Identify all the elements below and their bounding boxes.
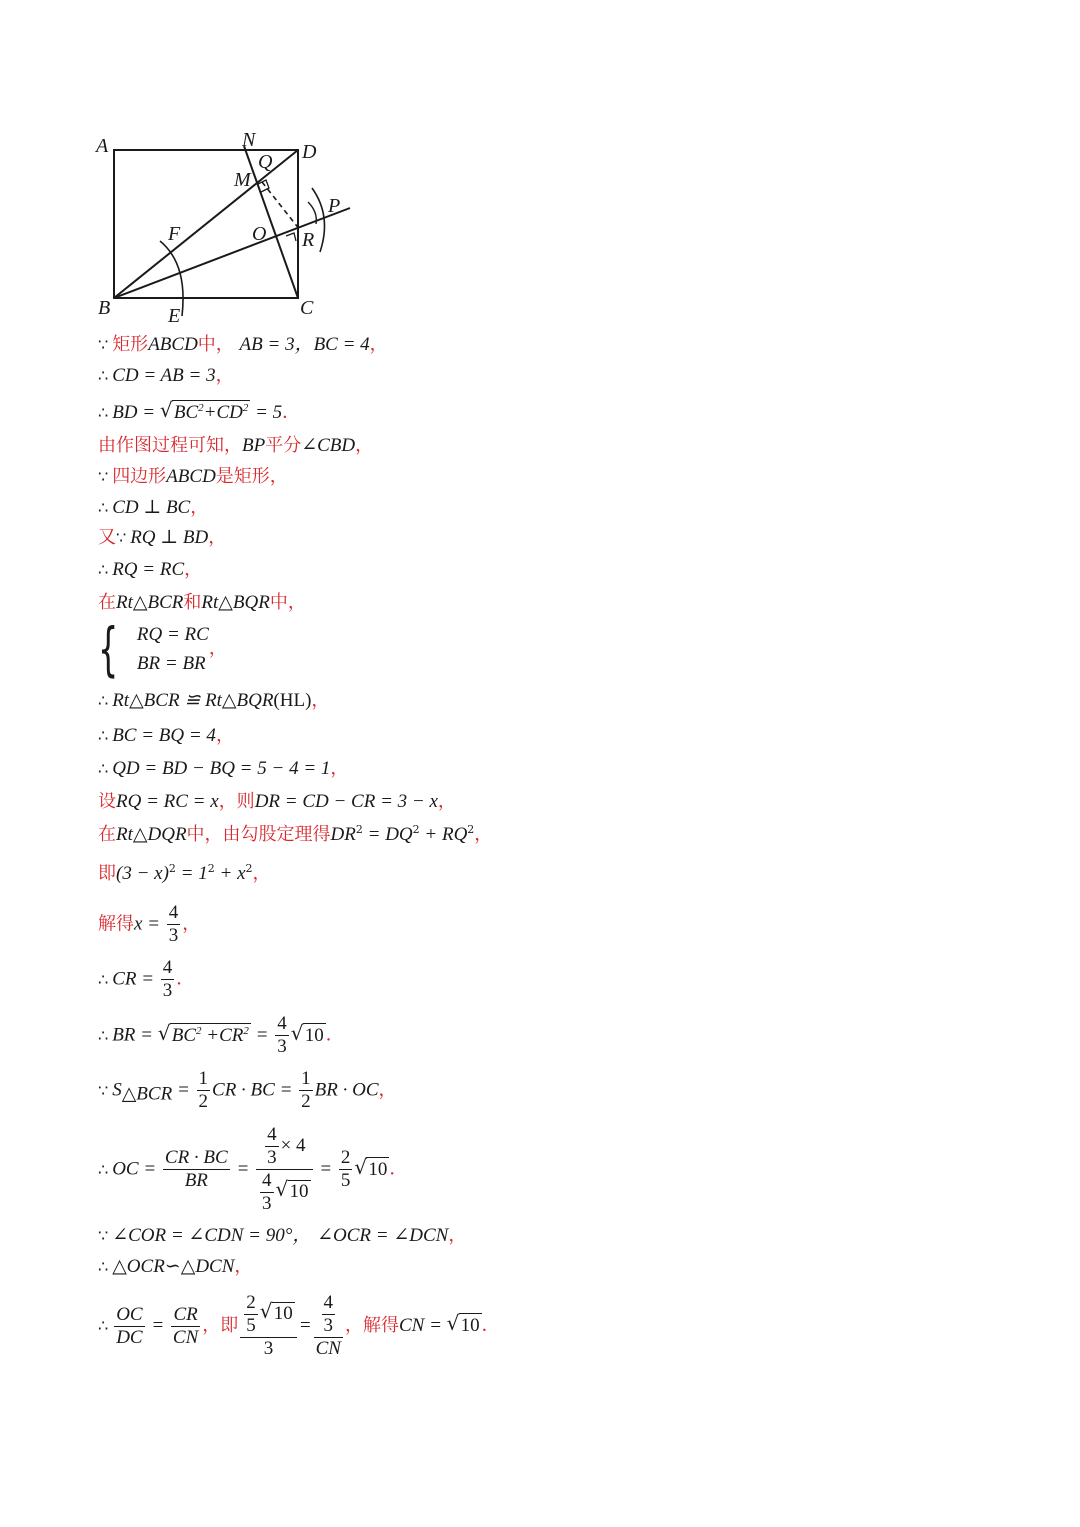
math: OC = [112, 1158, 161, 1180]
math: CD = AB = 3 [112, 365, 216, 386]
text-red: ，则 [218, 791, 255, 812]
therefore-symbol: ∴ [98, 691, 109, 710]
punct: ． [389, 1158, 408, 1180]
math: ABCD [148, 334, 198, 355]
text-red: 又 [98, 527, 116, 548]
line-2 [98, 364, 234, 388]
punct: ， [330, 758, 349, 779]
fraction [260, 1170, 274, 1215]
text-red: 由作图过程可知， [98, 435, 242, 456]
math: = [231, 1158, 255, 1180]
line-13 [98, 757, 348, 781]
ray-bp [114, 208, 350, 298]
text-red: 即 [98, 863, 116, 884]
math: RQ = RC [112, 559, 185, 580]
line-22 [98, 1224, 466, 1248]
math: + x [214, 863, 246, 884]
label-c: C [300, 297, 314, 319]
denominator: 5 [340, 1170, 351, 1191]
punct: ． [282, 402, 301, 423]
complex-fraction [240, 1292, 297, 1360]
punct: ， [369, 334, 388, 355]
line-16: 即$(3 - x)^2 = 1^2 + x^2$， [98, 862, 271, 884]
text-red: ，即 [202, 1315, 239, 1336]
therefore-symbol: ∴ [98, 1257, 109, 1276]
line-8 [98, 558, 202, 582]
math: (HL) [273, 690, 312, 711]
math: +CD [203, 402, 243, 423]
radicand: 10 [460, 1315, 480, 1336]
sqrt-10: √ 10 [259, 1298, 293, 1324]
equation-top: RQ = RC [136, 624, 209, 645]
fraction [161, 957, 175, 1002]
therefore-symbol: ∴ [98, 1025, 109, 1045]
math: = [172, 1079, 195, 1101]
complex-numerator [256, 1124, 313, 1170]
because-symbol: ∵ [98, 467, 109, 486]
therefore-symbol: ∴ [98, 366, 109, 385]
denominator: 3 [267, 1147, 277, 1168]
line-5 [98, 465, 288, 489]
punct: ， [252, 863, 271, 884]
math: BD = [112, 402, 160, 423]
denominator: DC [116, 1326, 143, 1348]
label-b: B [98, 297, 111, 319]
label-f: F [168, 223, 181, 245]
line-1 [98, 333, 388, 357]
punct: ， [234, 1256, 253, 1277]
line-15: 在Rt△DQR中，由勾股定理得$DR^2 = DQ^2 + RQ^2$， [98, 823, 493, 845]
line-17 [98, 902, 200, 947]
fraction [244, 1292, 258, 1337]
line-4 [98, 434, 373, 458]
label-e: E [168, 305, 181, 327]
math: DR [330, 824, 356, 845]
complex-numerator [240, 1292, 297, 1338]
radicand: 10 [368, 1158, 388, 1180]
math: BC = BQ = 4 [112, 725, 216, 746]
denominator: CN [172, 1326, 199, 1348]
punct: ， [182, 913, 201, 935]
punct: ， [448, 1225, 467, 1246]
math: BP [242, 435, 266, 456]
denominator: CN [315, 1338, 341, 1359]
therefore-symbol: ∴ [98, 498, 109, 517]
sqrt-expression: √ $BC^2+CD^2$ [159, 398, 249, 423]
sqrt-10: √ 10 [275, 1176, 309, 1202]
therefore-symbol: ∴ [98, 726, 109, 745]
therefore-symbol: ∴ [98, 1316, 109, 1335]
numerator: 4 [162, 957, 173, 978]
sqrt-10: √ 10 [446, 1311, 480, 1336]
text-red: 解得 [98, 913, 134, 935]
line-12 [98, 724, 234, 748]
text-red: 中，由勾股定理得 [186, 824, 331, 845]
sqrt-expression: √ $BC^2 +CR^2$ [157, 1020, 249, 1046]
math: (3 − x) [116, 863, 169, 884]
punct: ， [474, 824, 493, 845]
math: = 1 [175, 863, 208, 884]
punct: ， [190, 497, 209, 518]
math: ∠CBD [301, 435, 356, 456]
numerator: CR · BC [164, 1147, 228, 1168]
numerator: 4 [262, 1170, 272, 1191]
math: = [146, 1315, 169, 1336]
label-d: D [302, 141, 317, 163]
numerator: 4 [323, 1292, 334, 1313]
denominator: BR [184, 1170, 208, 1191]
math: BR · OC [314, 1079, 379, 1101]
because-symbol: ∵ [98, 335, 109, 354]
line-21 [98, 1124, 407, 1215]
line-24: ∴ $\frac{OC}{DC}$ = $\frac{CR}{CN}$ ，即 $\frac{2}{5}$ √ 10 3 = $\frac{\frac{4}{3}}{CN}$ ，解得CN = √ 10 ． [98, 1292, 500, 1359]
denominator: 3 [168, 925, 179, 946]
numerator: 2 [340, 1147, 351, 1168]
math: + RQ [419, 824, 468, 845]
numerator: 2 [246, 1292, 256, 1313]
numerator: CR [171, 1304, 200, 1327]
fraction [339, 1147, 353, 1192]
fraction [275, 1013, 289, 1058]
fraction [114, 1304, 144, 1349]
math: x = [134, 913, 165, 935]
math: S [112, 1079, 122, 1101]
math: ∠OCR = ∠DCN [317, 1225, 449, 1246]
because-symbol: ∵ [98, 1226, 109, 1245]
punct: ， [208, 638, 227, 659]
punct: ． [325, 1024, 344, 1046]
numerator: 1 [301, 1068, 311, 1089]
punct: ， [311, 690, 330, 711]
text-red: 四边形 [112, 466, 167, 487]
line-3 [98, 400, 300, 425]
because-symbol: ∵ [116, 528, 127, 547]
fraction [197, 1068, 211, 1113]
numerator: 4 [267, 1124, 277, 1145]
text-red: 矩形 [112, 334, 149, 355]
complex-numerator [314, 1292, 343, 1338]
math: CR · BC = [212, 1079, 298, 1101]
denominator: 3 [263, 1338, 274, 1359]
denominator: 2 [301, 1091, 311, 1112]
therefore-symbol: ∴ [98, 403, 109, 422]
math: BC [173, 402, 199, 423]
numerator: OC [116, 1303, 143, 1325]
math: ABCD [166, 466, 216, 487]
line-10-system [98, 615, 227, 683]
therefore-symbol: ∴ [98, 759, 109, 778]
math: △OCR∽△DCN [112, 1256, 235, 1277]
sqrt-10: √ 10 [290, 1020, 324, 1046]
numerator: 1 [198, 1068, 209, 1089]
denominator: 3 [277, 1036, 287, 1057]
fraction [163, 1147, 230, 1192]
therefore-symbol: ∴ [98, 969, 109, 989]
line-20 [98, 1068, 397, 1113]
math: ∠COR = ∠CDN = 90°， [112, 1225, 312, 1246]
label-n: N [242, 129, 256, 151]
math: RQ = RC = x [116, 791, 219, 812]
line-18 [98, 957, 194, 1002]
text-red: 中， [197, 334, 234, 355]
math: Rt△BCR [116, 592, 184, 613]
fraction [299, 1068, 313, 1113]
line-6 [98, 496, 208, 520]
punct: ， [355, 435, 374, 456]
math: CN = [398, 1315, 447, 1336]
therefore-symbol: ∴ [98, 560, 109, 579]
text-red: 设 [98, 791, 116, 812]
numerator: 4 [277, 1013, 287, 1034]
text-red: 是矩形， [215, 466, 288, 487]
fraction [167, 902, 181, 947]
fraction [322, 1292, 336, 1337]
therefore-symbol: ∴ [98, 1159, 109, 1179]
line-23 [98, 1255, 252, 1279]
text-red: ，解得 [344, 1315, 399, 1336]
denominator: 3 [262, 1193, 272, 1214]
label-p: P [328, 195, 341, 217]
label-o: O [252, 223, 267, 245]
math: RQ ⊥ BD [130, 527, 209, 548]
math: DR = CD − CR = 3 − x [254, 791, 438, 812]
line-7 [98, 526, 226, 550]
punct: ， [184, 559, 203, 580]
line-14 [98, 790, 456, 814]
text-red: 在 [98, 824, 116, 845]
math: BR = [112, 1024, 158, 1046]
label-a: A [96, 135, 109, 157]
label-m: M [234, 169, 251, 191]
punct: ， [378, 1079, 397, 1101]
subscript: △BCR [121, 1083, 173, 1105]
denominator: 5 [246, 1315, 256, 1336]
complex-denominator [256, 1170, 313, 1215]
equation-bottom: BR = BR [136, 653, 206, 674]
denominator: 3 [323, 1315, 334, 1336]
text-red: 中， [269, 592, 306, 613]
complex-fraction [314, 1292, 343, 1360]
math: +CR [201, 1024, 244, 1046]
numerator: 4 [168, 902, 179, 923]
complex-fraction [256, 1124, 313, 1215]
denominator: 2 [198, 1091, 209, 1112]
punct: ， [215, 725, 234, 746]
text-red: 平分 [265, 435, 302, 456]
text-red: 和 [183, 592, 202, 613]
math: × 4 [280, 1134, 306, 1156]
fraction [265, 1124, 279, 1169]
label-r: R [302, 229, 315, 251]
radicand: 10 [273, 1302, 293, 1324]
math: CR = [112, 968, 159, 990]
line-19 [98, 1013, 344, 1058]
punct: ． [176, 968, 195, 990]
punct: ， [208, 527, 227, 548]
sqrt-10: √ 10 [354, 1154, 388, 1180]
punct: ， [215, 365, 234, 386]
punct: ， [437, 791, 456, 812]
line-11 [98, 689, 329, 713]
geometry-figure [90, 124, 360, 329]
math: Rt△DQR [116, 824, 187, 845]
math: QD = BD − BQ = 5 − 4 = 1 [112, 758, 331, 779]
radicand: 10 [289, 1180, 309, 1202]
left-brace: { [98, 615, 119, 683]
because-symbol: ∵ [98, 1080, 109, 1100]
math: Rt△BCR ≌ Rt△BQR [112, 690, 274, 711]
right-angle-o [286, 233, 296, 241]
fraction [171, 1304, 200, 1349]
label-q: Q [258, 151, 273, 173]
text-red: 在 [98, 592, 116, 613]
math: CD ⊥ BC [112, 497, 191, 518]
radicand: 10 [304, 1024, 324, 1046]
line-9 [98, 591, 306, 615]
math: = [250, 1024, 274, 1046]
denominator: 3 [162, 980, 173, 1001]
math: = 5 [250, 402, 283, 423]
equation-system [137, 620, 209, 678]
math: BC [171, 1024, 197, 1046]
math: Rt△BQR [201, 592, 270, 613]
math: = DQ [362, 824, 413, 845]
math: = [314, 1158, 337, 1180]
math: AB = 3，BC = 4 [239, 334, 370, 355]
punct: ． [481, 1315, 500, 1336]
